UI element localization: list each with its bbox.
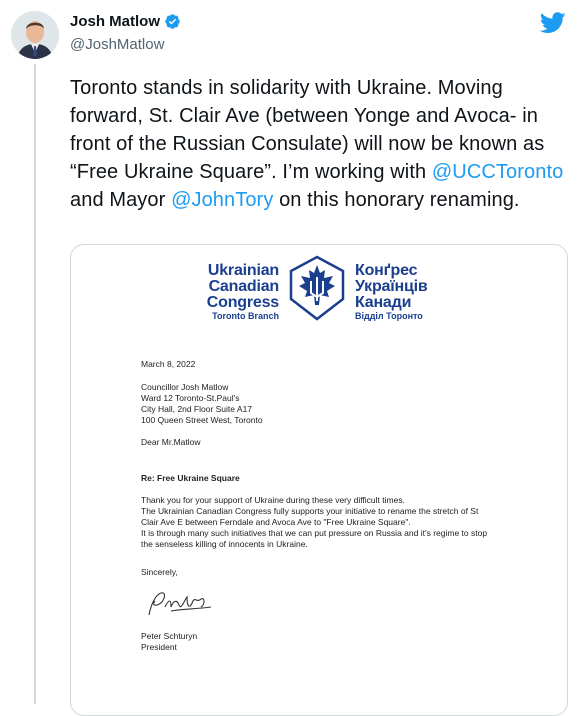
letterhead-english: [207, 263, 279, 322]
letterhead-ukrainian: [355, 263, 428, 322]
letterhead-ua-branch: Відділ Торонто: [355, 311, 423, 321]
address-line: Ward 12 Toronto-St.Paul's: [141, 393, 240, 403]
letter-body-paragraph: The Ukrainian Canadian Congress fully supports your initiative to rename the stretch of St Clair Ave E between Ferndale and Avoca Ave to "Free Ukraine Square".: [141, 506, 479, 527]
letterhead: [71, 245, 567, 345]
mention-ucc-toronto[interactable]: @UCCToronto: [431, 161, 564, 183]
letter-signer: [141, 631, 501, 653]
twitter-bird-icon[interactable]: [540, 12, 566, 34]
tweet-text-segment: Toronto stands in solidarity with Ukraine. Moving forward, St. Clair Ave (between Yonge and Avoca- in front of the Russian Consulate) will now be known as “Free Ukraine Square”. I’m working with: [70, 77, 545, 183]
letter-date: March 8, 2022: [141, 359, 196, 369]
address-line: Councillor Josh Matlow: [141, 382, 229, 392]
signer-name: Peter Schturyn: [141, 631, 198, 641]
author-name-row[interactable]: [70, 13, 181, 30]
ucc-maple-trident-logo-icon: [289, 255, 345, 321]
letter-subject: Re: Free Ukraine Square: [141, 473, 240, 483]
address-line: City Hall, 2nd Floor Suite A17: [141, 404, 253, 414]
thread-line: [34, 64, 36, 704]
tweet-text: [70, 74, 565, 214]
letterhead-ua-line: Канади: [355, 294, 412, 311]
signer-title: President: [141, 642, 177, 652]
verified-badge-icon: [164, 13, 181, 30]
signature-image: [141, 587, 221, 621]
letterhead-ua-line: Українців: [355, 278, 428, 295]
letterhead-en-line: Congress: [206, 294, 279, 311]
address-line: 100 Queen Street West, Toronto: [141, 415, 263, 425]
letter-salutation: Dear Mr.Matlow: [141, 437, 201, 447]
author-name[interactable]: Josh Matlow: [70, 13, 161, 30]
letter-closing: Sincerely,: [141, 567, 178, 577]
author-handle[interactable]: @JoshMatlow: [70, 36, 165, 53]
letter-body-paragraph: It is through many such initiatives that we can put pressure on Russia and it's regime to stop the senseless killing of innocents in Ukraine.: [141, 528, 488, 549]
letter-body: [141, 495, 491, 550]
mention-john-tory[interactable]: @JohnTory: [171, 189, 274, 211]
letterhead-en-line: Ukrainian: [207, 262, 279, 279]
letterhead-en-branch: Toronto Branch: [212, 311, 279, 321]
avatar-photo: [11, 11, 59, 59]
tweet-media-image[interactable]: [70, 244, 568, 716]
avatar[interactable]: [11, 11, 59, 59]
tweet-text-segment: and Mayor: [70, 189, 172, 211]
letter-body-paragraph: Thank you for your support of Ukraine during these very difficult times.: [141, 495, 405, 505]
letterhead-ua-line: Конґрес: [355, 262, 418, 279]
letterhead-en-line: Canadian: [208, 278, 279, 295]
letter-address: [141, 382, 501, 426]
tweet-text-segment: on this honorary renaming.: [273, 189, 520, 211]
